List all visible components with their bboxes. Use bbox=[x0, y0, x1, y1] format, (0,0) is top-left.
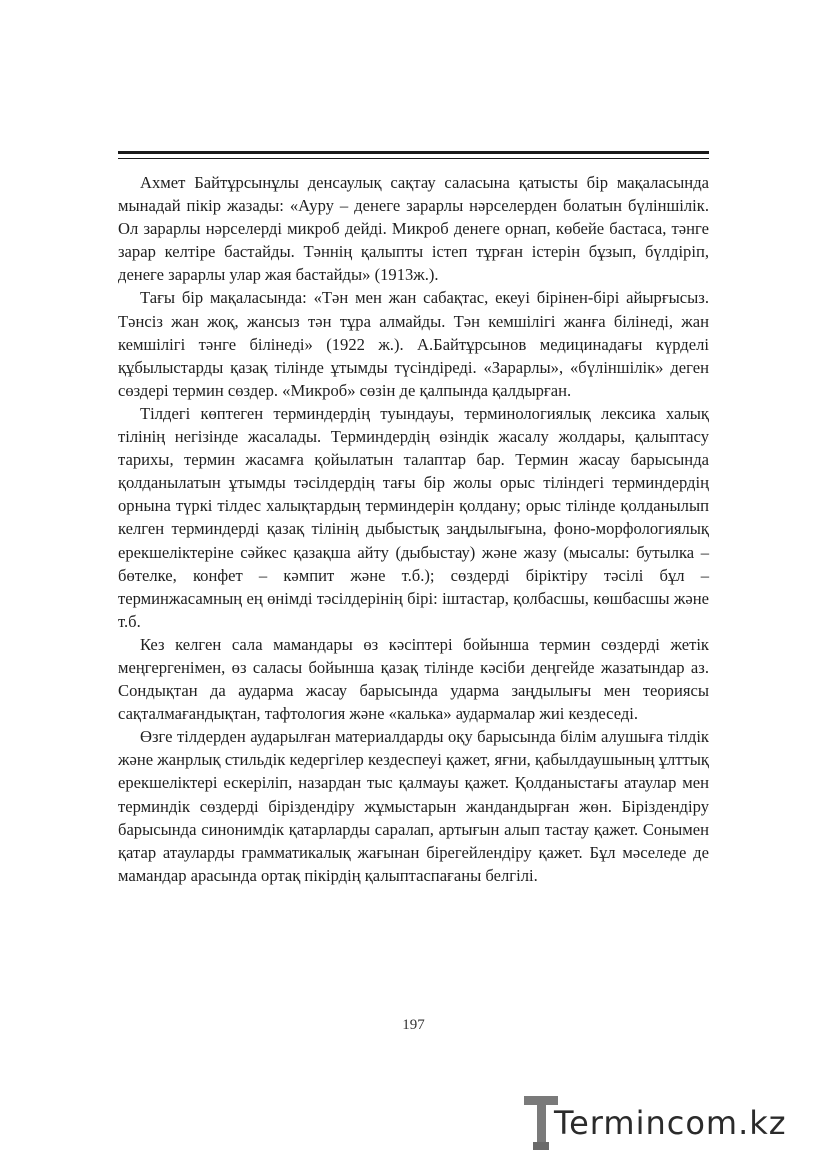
paragraph-4: Кез келген сала мамандары өз кәсіптері бойынша термин сөздерді жетік меңгергенімен, өз саласы бойынша қазақ тілінде кәсіби деңгейде жазатындар аз. Сондықтан да аударма жасау барысында ударма заңдылығы мен теориясы сақталмағандықтан, тафтология және «калька» аудармалар жиі кездеседі. bbox=[118, 634, 709, 724]
paragraph-5: Өзге тілдерден аударылған материалдарды оқу барысында білім алушыға тілдік және жанрлық стильдік кедергілер кездеспеуі қажет, яғни, қабылдаушының ұлттық ерекшеліктері ескеріліп, назардан тыс қалмауы қажет. Қолданыстағы атаулар мен терминдік сөздерді біріздендіру жұмыстарын жандандырған жөн. Біріздендіру барысында синонимдік қатарларды саралап, артығын алып тастау қажет. Сонымен қатар атауларды грамматикалық жағынан бірегейлендіру қажет. Бұл мәселеде де мамандар арасында ортақ пікірдің қалыптаспағаны белгілі. bbox=[118, 727, 709, 885]
paragraph-3: Тілдегі көптеген терминдердің туындауы, терминологиялық лексика халық тілінің негізінде жасалады. Терминдердің өзіндік жасалу жолдары, қалыптасу тарихы, термин жасамға қойылатын талаптар бар. Термин жасау барысында қолданылатын ұтымды тәсілдердің тағы бір жолы орыс тіліндегі терминдердің орнына түркі тілдес халықтардың терминдерін қолдану; орыс тілінде қолданылып келген терминдерді қазақ тілінің дыбыстық заңдылығына, фоно-морфологиялық ерекшеліктеріне сәйкес қазақша айту (дыбыстау) және жазу (мысалы: бутылка – бөтелке, конфет – кәмпит және т.б.); сөздерді біріктіру тәсілі бұл – терминжасамның ең өнімді тәсілдерінің бірі: іштастар, қолбасшы, көшбасшы және т.б. bbox=[118, 403, 709, 631]
header-rule-thin bbox=[118, 158, 709, 159]
watermark-text: Termincom.kz bbox=[554, 1104, 787, 1142]
body-text bbox=[118, 171, 709, 887]
paragraph-1: Ахмет Байтұрсынұлы денсаулық сақтау саласына қатысты бір мақаласында мынадай пікір жазады: «Ауру – денеге зарарлы нәрселерден болатын бүліншілік. Ол зарарлы нәрселерді микроб дейді. Микроб денеге орнап, көбейе бастаса, тәнге зарар келтіре бастайды. Тәннің қалыпты істеп тұрған істерін бұзып, бүлдіріп, денеге зарарлы улар жая бастайды» (1913ж.). bbox=[118, 173, 709, 285]
header-rule-thick bbox=[118, 151, 709, 154]
page-number: 197 bbox=[402, 1017, 425, 1033]
watermark-logo bbox=[518, 1088, 818, 1158]
paragraph-2: Тағы бір мақаласында: «Тән мен жан сабақтас, екеуі бірінен-бірі айырғысыз. Тәнсіз жан жоқ, жансыз тән тұра алмайды. Тән кемшілігі жанға білінеді, жан кемшілігі тәнге білінеді» (1922 ж.). А.Байтұрсынов медицинадағы күрделі құбылыстарды қазақ тілінде ұтымды түсіндіреді. «Зарарлы», «бүліншілік» деген сөздері термин сөздер. «Микроб» сөзін де қалпында қалдырған. bbox=[118, 288, 709, 400]
